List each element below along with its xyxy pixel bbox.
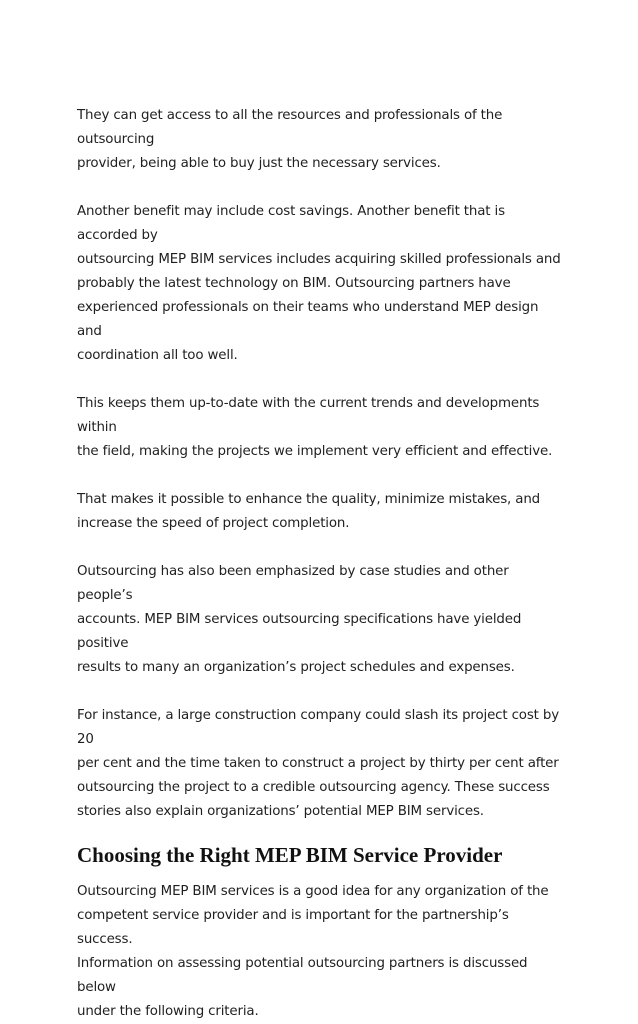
paragraph-case-studies: Outsourcing has also been emphasized by case studies and other people’s accounts. MEP BIM services outsourcing specifications have yielded positive results to many an organization’s project schedules and expenses.	[77, 564, 522, 675]
paragraph-example: For instance, a large construction company could slash its project cost by 20 per cent and the time taken to construct a project by thirty per cent after outsourcing the project to a credible outsourcing agency. These success stories also explain organizations’ potential MEP BIM services.	[77, 708, 560, 819]
paragraph-cost-savings: Another benefit may include cost savings. Another benefit that is accorded by outsourcing MEP BIM services includes acquiring skilled professionals and probably the latest technology on BIM. Outsourcing partners have experienced professionals on their teams who understand MEP design and coordination all too well.	[77, 204, 561, 363]
paragraph-quality: That makes it possible to enhance the quality, minimize mistakes, and increase the speed of project completion.	[77, 492, 541, 531]
paragraph-up-to-date: This keeps them up-to-date with the current trends and developments within the field, making the projects we implement very efficient and effective.	[77, 396, 553, 459]
paragraph-choosing: Outsourcing MEP BIM services is a good idea for any organization of the competent service provider and is important for the partnership’s success. Information on assessing potential outsourcing partners is discussed below under the following criteria.	[77, 884, 549, 1019]
paragraph-access: They can get access to all the resources and professionals of the outsourcing provider, being able to buy just the necessary services.	[77, 108, 503, 171]
section-heading: Choosing the Right MEP BIM Service Provider	[77, 843, 503, 867]
document-page	[77, 104, 567, 1024]
